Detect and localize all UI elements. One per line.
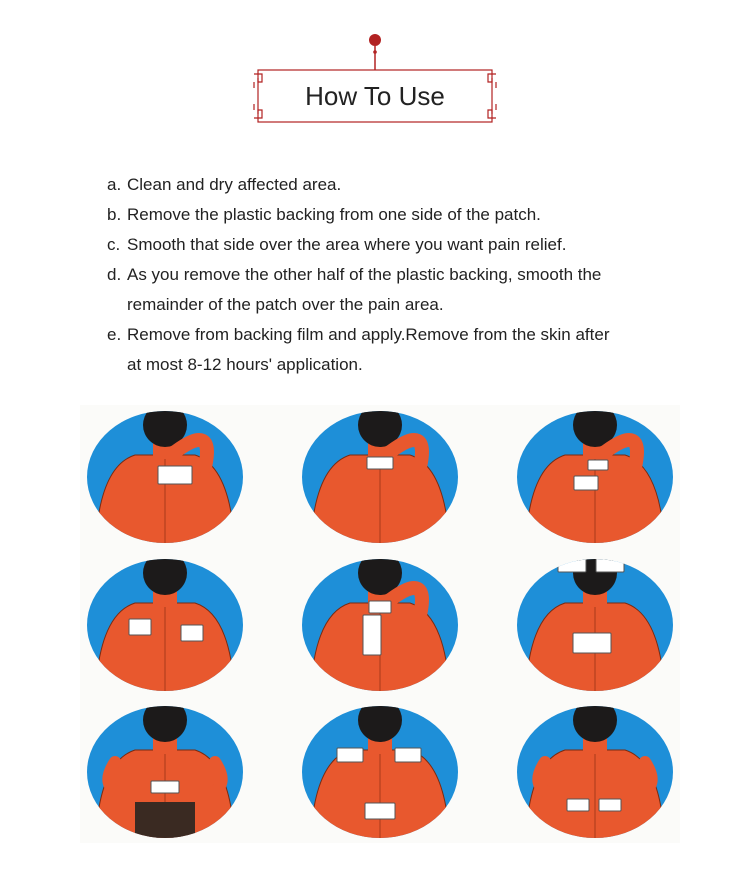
illustration-6 — [517, 551, 673, 705]
instruction-text: As you remove the other half of the plastic backing, smooth the — [127, 265, 602, 284]
illustration-1 — [87, 405, 243, 557]
instruction-text: Clean and dry affected area. — [127, 175, 342, 194]
patch-icon — [395, 748, 421, 762]
head-hair — [143, 698, 187, 742]
patch-icon — [151, 781, 179, 793]
head-hair — [358, 698, 402, 742]
instruction-item — [107, 260, 667, 320]
instruction-letter: b. — [107, 205, 122, 224]
patch-icon — [363, 615, 381, 655]
title-banner — [0, 0, 750, 140]
illustration-grid — [80, 405, 680, 843]
instruction-item — [107, 230, 667, 260]
instruction-text: Remove the plastic backing from one side of the patch. — [127, 205, 541, 224]
illustration-5 — [302, 551, 458, 705]
instruction-letter: e. — [107, 325, 122, 344]
patch-icon — [573, 633, 611, 653]
patch-icon — [369, 601, 391, 613]
instruction-text-continued: remainder of the patch over the pain area. — [127, 295, 444, 314]
patch-icon — [158, 466, 192, 484]
instruction-text: Smooth that side over the area where you want pain relief. — [127, 235, 567, 254]
illustration-2 — [302, 405, 458, 557]
instruction-item — [107, 200, 667, 230]
shorts — [135, 802, 195, 842]
head-hair — [143, 551, 187, 595]
illustration-9 — [517, 698, 673, 843]
instruction-list — [107, 170, 667, 380]
patch-icon — [588, 460, 608, 470]
instruction-text: Remove from backing film and apply.Remove from the skin after — [127, 325, 610, 344]
illustration-4 — [87, 551, 243, 705]
page-title: How To Use — [305, 81, 445, 111]
illustration-7 — [87, 698, 243, 843]
instruction-letter: c. — [107, 235, 121, 254]
patch-icon — [567, 799, 589, 811]
patch-icon — [181, 625, 203, 641]
patch-icon — [365, 803, 395, 819]
patch-icon — [337, 748, 363, 762]
patch-icon — [596, 558, 624, 572]
title-frame — [0, 0, 750, 140]
instruction-text-continued: at most 8-12 hours' application. — [127, 355, 363, 374]
patch-icon — [574, 476, 598, 490]
patch-icon — [129, 619, 151, 635]
instruction-item — [107, 320, 667, 380]
instruction-item — [107, 170, 667, 200]
head-hair — [573, 698, 617, 742]
patch-icon — [367, 457, 393, 469]
patch-icon — [599, 799, 621, 811]
illustration-3 — [517, 405, 673, 557]
patch-icon — [558, 558, 586, 572]
ornament-knot-icon — [369, 34, 381, 46]
illustration-panel — [80, 405, 680, 843]
head-hair — [573, 551, 617, 595]
instruction-letter: a. — [107, 175, 122, 194]
instruction-letter: d. — [107, 265, 122, 284]
illustration-8 — [302, 698, 458, 843]
